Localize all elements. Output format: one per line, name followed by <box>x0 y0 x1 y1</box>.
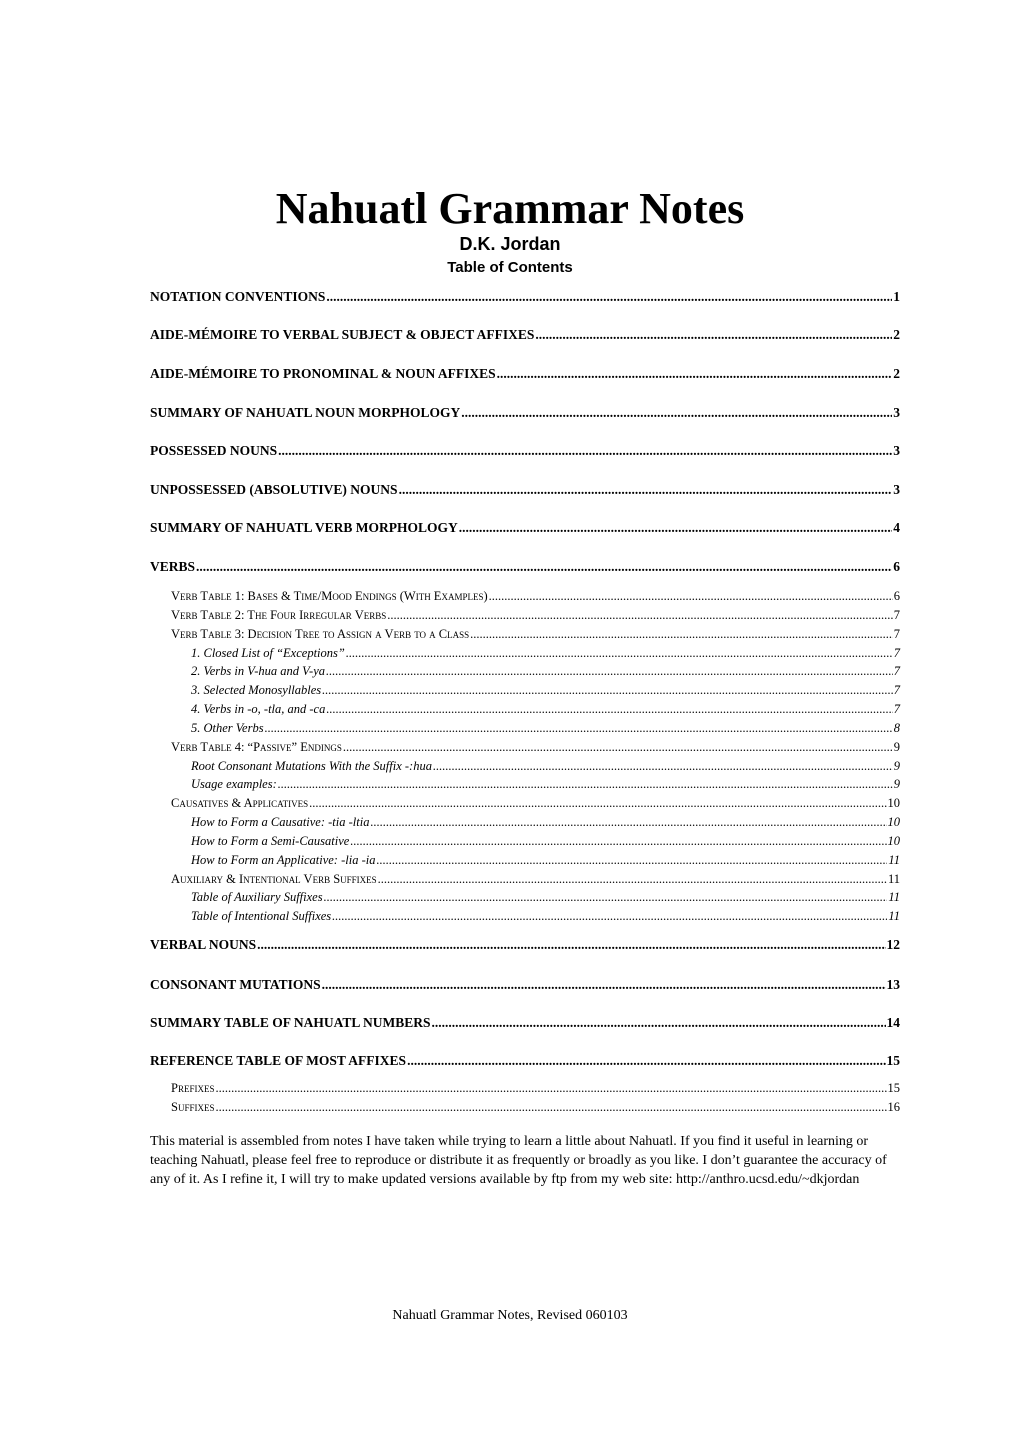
toc-entry-label: NOTATION CONVENTIONS <box>150 289 326 304</box>
toc-leader <box>461 405 892 421</box>
toc-entry[interactable] <box>150 520 900 536</box>
toc-leader <box>309 796 886 811</box>
toc-entry-label: VERBAL NOUNS <box>150 937 257 952</box>
toc-entry[interactable] <box>150 977 900 993</box>
toc-entry-page: 12 <box>886 937 900 952</box>
toc-entry-page: 11 <box>888 853 900 867</box>
toc-entry-page: 6 <box>893 559 900 574</box>
toc-entry-page: 11 <box>887 872 900 886</box>
toc-leader <box>433 759 893 774</box>
toc-entry-page: 11 <box>888 890 900 904</box>
toc-leader <box>370 815 886 830</box>
toc-entry-label: 4. Verbs in -o, -tla, and -ca <box>191 702 326 716</box>
toc-entry-label: Root Consonant Mutations With the Suffix -:hua <box>191 759 432 773</box>
toc-entry-page: 7 <box>893 664 900 678</box>
toc-entry-page: 9 <box>893 777 900 791</box>
toc-entry-page: 8 <box>893 721 900 735</box>
toc-subsubentry[interactable] <box>191 664 900 679</box>
toc-subsubentry[interactable] <box>191 890 900 905</box>
toc-leader <box>387 608 893 623</box>
toc-subsubentry[interactable] <box>191 721 900 736</box>
toc-subsubentry[interactable] <box>191 834 900 849</box>
document-title: Nahuatl Grammar Notes <box>275 184 745 233</box>
toc-entry-page: 1 <box>893 289 900 304</box>
toc-leader <box>332 909 887 924</box>
copyright-note: This material is assembled from notes I have taken while trying to learn a little about Nahuatl. If you find it useful in learning or teaching Nahuatl, please feel free to reproduce or distribute it as frequently or broadly as you like. I don’t guarantee the accuracy of any of it. As I refine it, I will try to make updated versions available by ftp from my web site: http://anthro.ucsd.edu/~dkjordan <box>150 1134 887 1187</box>
toc-entry-label: Verb Table 3: Decision Tree to Assign a Verb to a Class <box>171 627 470 641</box>
toc-entry-page: 13 <box>886 977 900 992</box>
toc-entry-label: Auxiliary & Intentional Verb Suffixes <box>171 872 377 886</box>
toc-leader <box>257 937 885 953</box>
toc-subentry[interactable] <box>171 1081 900 1096</box>
toc-leader <box>407 1053 885 1069</box>
toc-subentry[interactable] <box>171 627 900 642</box>
toc-entry-label: SUMMARY OF NAHUATL VERB MORPHOLOGY <box>150 520 458 535</box>
toc-entry-label: AIDE-MÉMOIRE TO PRONOMINAL & NOUN AFFIXES <box>150 366 496 381</box>
toc-entry-label: Suffixes <box>171 1100 215 1114</box>
toc-subsubentry[interactable] <box>191 646 900 661</box>
toc-entry-label: Table of Intentional Suffixes <box>191 909 332 923</box>
toc-leader <box>278 443 892 459</box>
toc-leader <box>322 977 886 993</box>
toc-entry-page: 10 <box>887 796 900 810</box>
toc-entry[interactable] <box>150 937 900 953</box>
toc-entry-label: Table of Auxiliary Suffixes <box>191 890 323 904</box>
toc-entry[interactable] <box>150 482 900 498</box>
toc-leader <box>470 627 893 642</box>
toc-subentry[interactable] <box>171 589 900 604</box>
toc-leader <box>497 366 893 382</box>
toc-leader <box>343 740 893 755</box>
toc-subsubentry[interactable] <box>191 853 900 868</box>
toc-entry-label: POSSESSED NOUNS <box>150 443 278 458</box>
toc-entry-page: 10 <box>887 834 900 848</box>
toc-entry-page: 7 <box>893 702 900 716</box>
toc-entry[interactable] <box>150 559 900 575</box>
toc-entry-label: 1. Closed List of “Exceptions” <box>191 646 345 660</box>
toc-entry-label: Causatives & Applicatives <box>171 796 309 810</box>
toc-leader <box>326 664 893 679</box>
toc-leader <box>376 853 887 868</box>
toc-subentry[interactable] <box>171 796 900 811</box>
toc-entry-label: Verb Table 2: The Four Irregular Verbs <box>171 608 387 622</box>
toc-entry[interactable] <box>150 443 900 459</box>
toc-entry-page: 2 <box>893 327 900 342</box>
toc-entry-page: 7 <box>893 646 900 660</box>
toc-entry-label: Usage examples: <box>191 777 277 791</box>
toc-entry-label: CONSONANT MUTATIONS <box>150 977 321 992</box>
toc-subentry[interactable] <box>171 740 900 755</box>
toc-leader <box>322 683 893 698</box>
toc-heading: Table of Contents <box>447 259 573 276</box>
toc-leader <box>346 646 893 661</box>
toc-leader <box>432 1015 886 1031</box>
toc-entry-label: Prefixes <box>171 1081 215 1095</box>
toc-subentry[interactable] <box>171 1100 900 1115</box>
toc-entry-page: 10 <box>887 815 900 829</box>
toc-subsubentry[interactable] <box>191 683 900 698</box>
toc-entry-page: 7 <box>893 627 900 641</box>
toc-entry-label: How to Form a Causative: -tia -ltia <box>191 815 370 829</box>
toc-subentry[interactable] <box>171 608 900 623</box>
toc-entry-page: 3 <box>893 482 900 497</box>
toc-entry[interactable] <box>150 289 900 305</box>
toc-entry-label: 5. Other Verbs <box>191 721 264 735</box>
toc-entry-page: 16 <box>887 1100 900 1114</box>
toc-entry-label: SUMMARY OF NAHUATL NOUN MORPHOLOGY <box>150 405 461 420</box>
toc-entry[interactable] <box>150 1053 900 1069</box>
toc-entry-page: 3 <box>893 443 900 458</box>
toc-leader <box>196 559 892 575</box>
toc-entry-page: 11 <box>888 909 900 923</box>
toc-entry-label: AIDE-MÉMOIRE TO VERBAL SUBJECT & OBJECT AFFIXES <box>150 327 535 342</box>
toc-entry[interactable] <box>150 366 900 382</box>
toc-entry[interactable] <box>150 1015 900 1031</box>
toc-leader <box>278 777 893 792</box>
toc-entry-page: 14 <box>886 1015 900 1030</box>
toc-entry-label: 2. Verbs in V-hua and V-ya <box>191 664 326 678</box>
toc-leader <box>215 1100 886 1115</box>
toc-subsubentry[interactable] <box>191 777 900 792</box>
toc-subsubentry[interactable] <box>191 815 900 830</box>
toc-leader <box>215 1081 886 1096</box>
toc-entry-page: 6 <box>893 589 900 603</box>
toc-leader <box>324 890 888 905</box>
toc-entry-page: 3 <box>893 405 900 420</box>
toc-entry-page: 7 <box>893 608 900 622</box>
toc-entry-label: VERBS <box>150 559 196 574</box>
toc-entry-label: REFERENCE TABLE OF MOST AFFIXES <box>150 1053 407 1068</box>
toc-entry-page: 9 <box>893 759 900 773</box>
toc-entry-page: 9 <box>893 740 900 754</box>
toc-leader <box>350 834 886 849</box>
toc-entry-page: 7 <box>893 683 900 697</box>
toc-leader <box>378 872 887 887</box>
toc-entry-page: 4 <box>893 520 900 535</box>
toc-entry[interactable] <box>150 405 900 421</box>
toc-leader <box>326 289 892 305</box>
toc-entry-page: 15 <box>886 1053 900 1068</box>
toc-leader <box>326 702 892 717</box>
toc-entry[interactable] <box>150 327 900 343</box>
toc-subentry[interactable] <box>171 872 900 887</box>
toc-leader <box>399 482 893 498</box>
toc-entry-label: Verb Table 1: Bases & Time/Mood Endings (With Examples) <box>171 589 488 603</box>
toc-subsubentry[interactable] <box>191 759 900 774</box>
toc-entry-label: SUMMARY TABLE OF NAHUATL NUMBERS <box>150 1015 431 1030</box>
toc-entry-page: 2 <box>893 366 900 381</box>
toc-entry-label: How to Form a Semi-Causative <box>191 834 350 848</box>
toc-entry-page: 15 <box>887 1081 900 1095</box>
toc-entry-label: How to Form an Applicative: -lia -ia <box>191 853 376 867</box>
toc-subsubentry[interactable] <box>191 702 900 717</box>
toc-leader <box>265 721 893 736</box>
toc-leader <box>489 589 893 604</box>
toc-leader <box>459 520 892 536</box>
toc-subsubentry[interactable] <box>191 909 900 924</box>
page-footer: Nahuatl Grammar Notes, Revised 060103 <box>392 1308 628 1323</box>
toc-entry-label: UNPOSSESSED (ABSOLUTIVE) NOUNS <box>150 482 398 497</box>
document-author: D.K. Jordan <box>459 234 561 254</box>
toc-entry-label: 3. Selected Monosyllables <box>191 683 322 697</box>
toc-entry-label: Verb Table 4: “Passive” Endings <box>171 740 342 754</box>
toc-leader <box>535 327 892 343</box>
